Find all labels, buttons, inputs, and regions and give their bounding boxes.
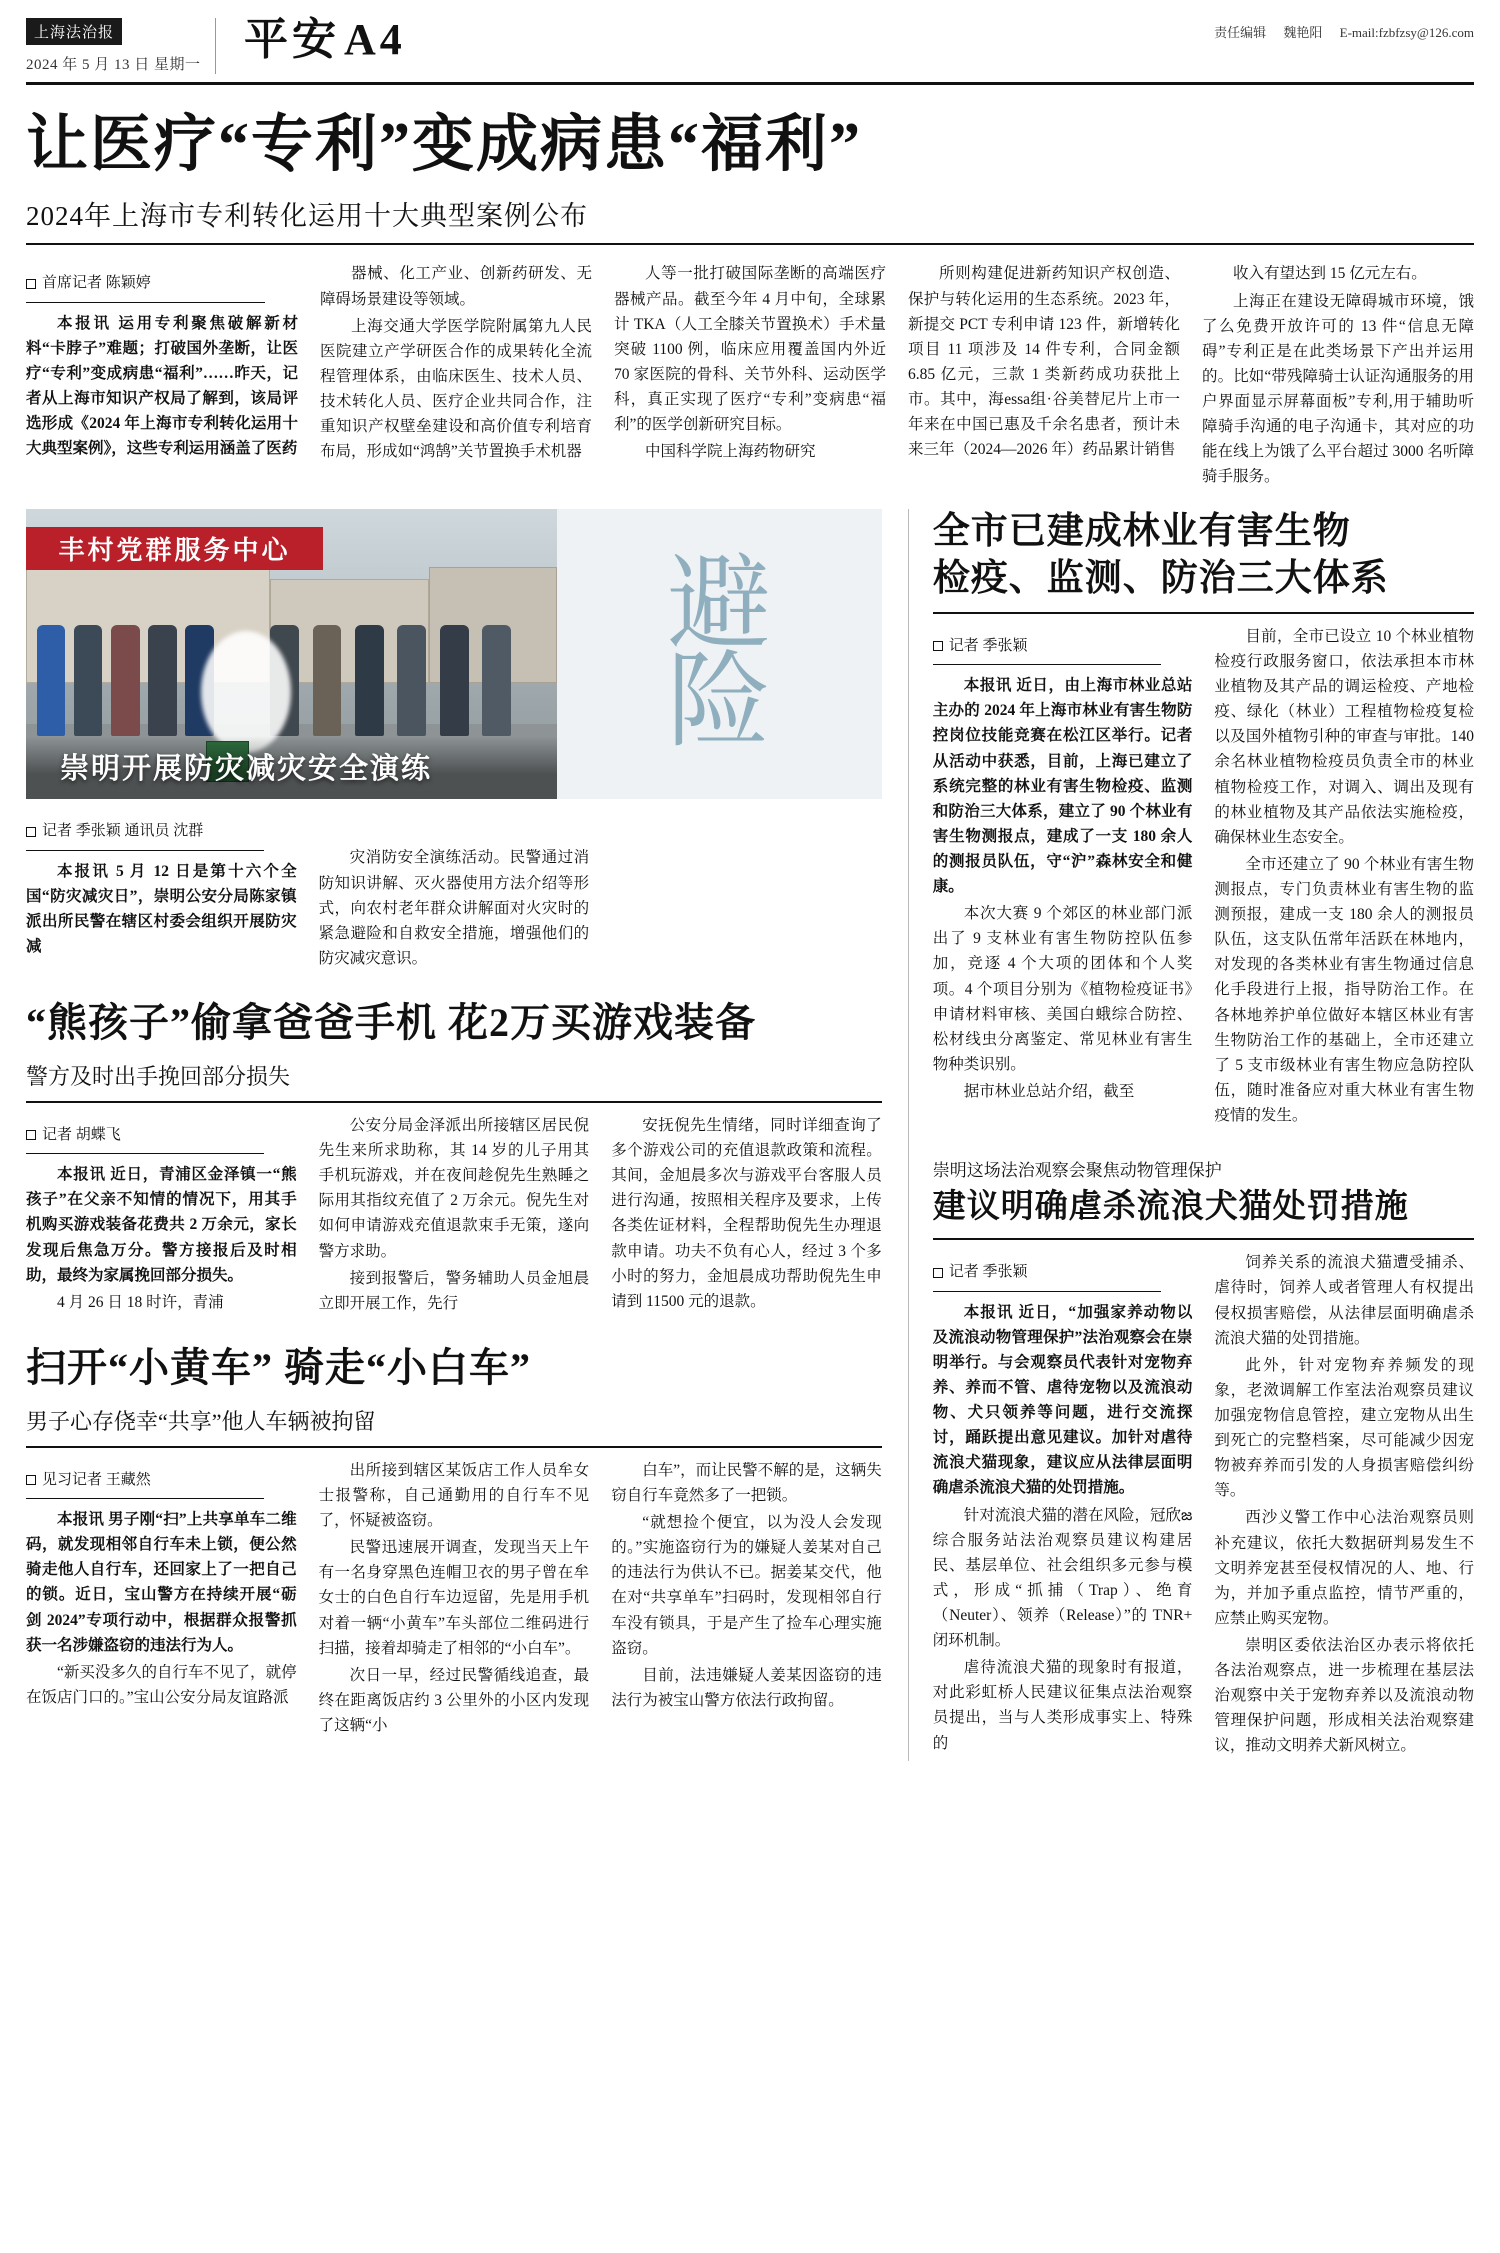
bike-col-1 — [26, 1458, 297, 1740]
paragraph: 虐待流浪犬猫的现象时有报道，对此彩虹桥人民建议征集点法治观察员提出，当与人类形成事实上、特殊的 — [932, 1659, 1193, 1752]
lead-subhead: 2024年上海市专利转化运用十大典型案例公布 — [26, 201, 588, 232]
divider — [26, 1446, 882, 1448]
article-bike-subhead: 男子心存侥幸“共享”他人车辆被拘留 — [26, 1408, 376, 1434]
lead-col-4 — [908, 261, 1180, 491]
lead-col-2 — [320, 261, 592, 491]
masthead-left — [26, 18, 216, 74]
byline — [933, 1260, 1161, 1291]
calligraphy-art — [557, 509, 882, 799]
paragraph: 目前，法违嫌疑人姜某因盗窃的违法行为被宝山警方依法行政拘留。 — [611, 1666, 882, 1709]
calligraphy-char-1: 避 — [667, 546, 772, 662]
paragraph: 崇明区委依法治区办表示将依托各法治观察点，进一步梳理在基层法治观察中关于宠物弃养以及流浪动物管理保护问题，形成相关法治观察建议，推动文明养犬新风树立。 — [1214, 1637, 1474, 1755]
stray-kicker: 崇明这场法治观察会聚焦动物管理保护 — [932, 1161, 1222, 1181]
newspaper-logo: 上海法治报 — [26, 18, 122, 45]
paragraph: 器械、化工产业、创新药研发、无障碍场景建设等领域。 — [320, 265, 592, 308]
paragraph: 收入有望达到 15 亿元左右。 — [1233, 265, 1427, 283]
stray-headline: 建议明确虐杀流浪犬猫处罚措施 — [932, 1189, 1409, 1226]
byline — [933, 634, 1161, 665]
lead-article-body — [26, 261, 1474, 491]
paragraph: 本次大赛 9 个郊区的林业部门派出了 9 支林业有害生物防控队伍参加，竞逐 4 个大项的团体和个人奖项。4 个项目分别为《植物检疫证书》申请材料审核、美国白蛾综合防控、松材线虫分离鉴定、常见林业有害生物种类识别。 — [932, 905, 1193, 1073]
article-kid-subhead: 警方及时出手挽回部分损失 — [26, 1063, 291, 1089]
byline — [26, 1468, 264, 1499]
article-bike — [26, 1336, 882, 1740]
kid-col-3 — [611, 1113, 882, 1318]
paragraph: 本报讯 近日，“加强家养动物以及流浪动物管理保护”法治观察会在崇明举行。与会观察员代表针对宠物弃养、养而不管、虐待宠物以及流浪动物、犬只领养等问题，进行交流探讨，踊跃提出意见建议。加针对虐待流浪犬猫现象，建议应从法律层面明确虐杀流浪犬猫的处罚措施。 — [932, 1303, 1193, 1497]
photo-person — [111, 625, 140, 735]
middle-region — [26, 509, 1474, 1760]
square-bullet-icon — [26, 1475, 36, 1485]
photo-smoke — [201, 631, 291, 753]
photo-person — [313, 625, 342, 735]
paragraph: “就想捡个便宜，以为没人会发现的。”实施盗窃行为的嫌疑人姜某对自己的违法行为供认不已。据姜某交代，他在对“共享单车”扫码时，发现相邻自行车没有锁具，于是产生了捡车心理实施盗窃。 — [611, 1514, 882, 1657]
issue-date: 2024 年 5 月 13 日 星期一 — [26, 57, 201, 73]
masthead-center — [216, 15, 1200, 64]
photo-people — [26, 625, 557, 735]
paragraph: 本报讯 男子刚“扫”上共享单车二维码，就发现相邻自行车未上锁，便公然骑走他人自行车，还回家上了一把自己的锁。近日，宝山警方在持续开展“砺剑 2024”专项行动中，根据群众报警抓获一名涉嫌盗窃的违法行为人。 — [26, 1511, 297, 1654]
square-bullet-icon — [933, 641, 943, 651]
byline-text: 记者 季张颖 — [948, 637, 1028, 654]
paragraph: 白车”，而让民警不解的是，这辆失窃自行车竟然多了一把锁。 — [611, 1461, 882, 1504]
paragraph: 4 月 26 日 18 时许，青浦 — [57, 1293, 224, 1311]
paragraph: 据市林业总站介绍，截至 — [963, 1082, 1135, 1100]
paragraph: 出所接到辖区某饭店工作人员牟女士报警称，自己通勤用的自行车不见了，怀疑被盗窃。 — [318, 1461, 590, 1530]
divider — [933, 1238, 1474, 1240]
drill-col-1 — [26, 809, 297, 973]
photo-person — [148, 625, 177, 735]
forestry-col-2 — [1214, 624, 1474, 1130]
article-forestry — [933, 509, 1474, 1130]
byline-text: 首席记者 陈颖婷 — [42, 275, 151, 292]
editor-label: 责任编辑 — [1214, 25, 1267, 40]
stray-col-1 — [933, 1250, 1193, 1760]
photo-person — [397, 625, 426, 735]
forestry-col-1 — [933, 624, 1193, 1130]
stray-col-2 — [1214, 1250, 1474, 1760]
paragraph: 安抚倪先生情绪，同时详细查询了多个游戏公司的充值退款政策和流程。其间，金旭晨多次与游戏平台客服人员进行沟通，按照相关程序及要求，上传各类佐证材料，全程帮助倪先生办理退款申请。功夫不负有心人，经过 3 个多小时的努力，金旭晨成功帮助倪先生申请到 11500 元的退款。 — [611, 1116, 882, 1310]
paragraph: 西沙义警工作中心法治观察员则补充建议，依托大数据研判易发生不文明养宠甚至侵权情况的人、地、行为，并加予重点监控，情节严重的，应禁止购买宠物。 — [1214, 1509, 1474, 1627]
byline — [26, 271, 265, 302]
byline — [26, 1123, 264, 1154]
photo-person — [74, 625, 103, 735]
lead-col-5 — [1202, 261, 1474, 491]
paragraph: “新买没多久的自行车不见了，就停在饭店门口的。”宝山公安分局友谊路派 — [26, 1663, 297, 1706]
divider — [933, 612, 1474, 614]
news-photo — [26, 509, 557, 799]
editor-name: 魏艳阳 — [1283, 25, 1323, 40]
paragraph: 全市还建立了 90 个林业有害生物测报点，专门负责林业有害生物的监测预报，建成一支 180 余人的测报员队伍，这支队伍常年活跃在林地内，对发现的各类林业有害生物通过信息化手段进行上报，指导防治工作。在各林地养护单位做好本辖区林业有害生物防治工作的基础上，全市还建立了 5 支市级林业有害生物应急防控队伍，随时准备应对重大林业有害生物疫情的发生。 — [1214, 855, 1474, 1124]
byline-text: 记者 季张颖 通讯员 沈群 — [42, 823, 204, 840]
photo-person — [37, 625, 66, 735]
left-region — [26, 509, 882, 1760]
photo-caption: 崇明开展防灾减灾安全演练 — [26, 736, 557, 799]
article-bike-headline: 扫开“小黄车” 骑走“小白车” — [26, 1344, 531, 1390]
paragraph: 民警迅速展开调查，发现当天上午有一名身穿黑色连帽卫衣的男子曾在牟女士的白色自行车边逗留，先是用手机对着一辆“小黄车”车头部位二维码进行扫描，接着却骑走了相邻的“小白车”。 — [318, 1539, 590, 1657]
paragraph: 所则构建促进新药知识产权创造、保护与转化运用的生态系统。2023 年，新提交 PCT 专利申请 123 件，新增转化项目 11 项涉及 14 件专利，合同金额 6.85 亿元，三款 1 类新药成功获批上市。其中，海essa组·谷美替尼片上市一年来在中国已惠及千余名患者，预计未来三年（2024—2026 年）药品累计销售 — [908, 265, 1180, 459]
drill-article — [26, 809, 882, 973]
photo-person — [355, 625, 384, 735]
byline-text: 见习记者 王藏然 — [42, 1471, 151, 1488]
right-region — [908, 509, 1474, 1760]
paragraph: 中国科学院上海药物研究 — [645, 443, 816, 461]
paragraph: 次日一早，经过民警循线追查，最终在距离饭店约 3 公里外的小区内发现了这辆“小 — [318, 1666, 590, 1734]
square-bullet-icon — [933, 1268, 943, 1278]
paragraph: 接到报警后，警务辅助人员金旭晨立即开展工作，先行 — [318, 1269, 590, 1312]
section-title: 平安 — [244, 15, 340, 64]
kid-col-1 — [26, 1113, 297, 1318]
article-stray — [933, 1156, 1474, 1760]
page-title: 让医疗“专利”变成病患“福利” — [26, 111, 863, 179]
article-kid — [26, 991, 882, 1318]
paragraph: 此外，针对宠物弃养频发的现象，老滧调解工作室法治观察员建议加强宠物信息管控，建立宠物从出生到死亡的完整档案，尽可能减少因宠物被弃养而引发的人身损害赔偿纠纷等。 — [1214, 1356, 1474, 1500]
forestry-headline-line2: 检疫、监测、防治三大体系 — [932, 557, 1389, 599]
page-number: A4 — [344, 15, 406, 64]
masthead-right — [1200, 18, 1474, 41]
lead-col-3 — [614, 261, 886, 491]
paragraph: 本报讯 近日，青浦区金泽镇一“熊孩子”在父亲不知情的情况下，用其手机购买游戏装备花费共 2 万余元，家长发现后焦急万分。警方接报后及时相助，最终为家属挽回部分损失。 — [26, 1166, 297, 1284]
calligraphy-char-2: 险 — [667, 645, 772, 761]
article-kid-headline: “熊孩子”偷拿爸爸手机 花2万买游戏装备 — [26, 999, 756, 1045]
bike-col-3 — [611, 1458, 882, 1740]
paragraph: 公安分局金泽派出所接辖区居民倪先生来所求助称，其 14 岁的儿子用其手机玩游戏，并在夜间趁倪先生熟睡之际用其指纹充值了 2 万余元。倪先生对如何申请游戏充值退款束手无策，遂向警方求助。 — [318, 1116, 590, 1260]
divider — [26, 1101, 882, 1103]
paragraph: 上海交通大学医学院附属第九人民医院建立产学研医合作的成果转化全流程管理体系，由临床医生、技术人员、技术转化人员、医疗企业共同合作，注重知识产权壁垒建设和高价值专利培育布局，形成如“鸿鹄”关节置换手术机器 — [320, 317, 592, 461]
byline-text: 记者 季张颖 — [948, 1264, 1028, 1281]
square-bullet-icon — [26, 827, 36, 837]
lead-headline-block — [26, 85, 1474, 245]
byline — [26, 819, 264, 850]
bike-col-2 — [319, 1458, 590, 1740]
photo-person — [482, 625, 511, 735]
paragraph: 本报讯 近日，由上海市林业总站主办的 2024 年上海市林业有害生物防控岗位技能竞赛在松江区举行。记者从活动中获悉，目前，上海已建立了系统完整的林业有害生物检疫、监测和防治三大体系，建立了 90 个林业有害生物测报点，建成了一支 180 余人的测报员队伍，守“沪”森林安全和健康。 — [932, 677, 1193, 896]
paragraph: 针对流浪犬猫的潜在风险，冠欣జ综合服务站法治观察员建议构建居民、基层单位、社会组织多元参与模式，形成“抓捕（Trap）、绝育（Neuter）、领养（Release）”的 TNR+ 闭环机制。 — [932, 1506, 1193, 1650]
drill-col-3 — [611, 809, 882, 973]
square-bullet-icon — [26, 1130, 36, 1140]
kid-col-2 — [319, 1113, 590, 1318]
paragraph: 人等一批打破国际垄断的高端医疗器械产品。截至今年 4 月中旬，全球累计 TKA（人工全膝关节置换术）手术量突破 1100 例，临床应用覆盖国内外近 70 家医院的骨科、关节外科、运动医学科，真正实现了医疗“专利”变病患“福利”的医学创新研究目标。 — [614, 265, 886, 434]
photo-banner-text: 丰村党群服务中心 — [26, 527, 323, 571]
forestry-headline-line1: 全市已建成林业有害生物 — [932, 511, 1351, 553]
paragraph: 本报讯 5 月 12 日是第十六个全国“防灾减灾日”，崇明公安分局陈家镇派出所民警在辖区村委会组织开展防灾减 — [26, 862, 297, 956]
paragraph: 饲养关系的流浪犬猫遭受捕杀、虐待时，饲养人或者管理人有权提出侵权损害赔偿，从法律层面明确虐杀流浪犬猫的处罚措施。 — [1214, 1254, 1474, 1347]
editor-email: E-mail:fzbfzsy@126.com — [1339, 25, 1474, 40]
photo-person — [440, 625, 469, 735]
square-bullet-icon — [26, 279, 36, 289]
masthead — [26, 15, 1474, 85]
paragraph: 本报讯 运用专利聚焦破解新材料“卡脖子”难题；打破国外垄断，让医疗“专利”变成病患“福利”……昨天，记者从上海市知识产权局了解到，该局评选形成《2024 年上海市专利转化运用十大典型案例》，这些专利运用涵盖了医药 — [26, 314, 298, 458]
lead-col-1 — [26, 261, 298, 491]
paragraph: 上海正在建设无障碍城市环境，饿了么免费开放许可的 13 件“信息无障碍”专利正是在此类场景下产出并运用的。比如“带残障骑士认证沟通服务的用户界面显示屏幕面板”专利,用于辅助听障骑手沟通的电子沟通卡，其对应的功能在线上为饿了么平台超过 3000 名听障骑手服务。 — [1202, 292, 1474, 486]
byline-text: 记者 胡蝶飞 — [42, 1126, 121, 1143]
drill-col-2 — [319, 809, 590, 973]
paragraph: 灾消防安全演练活动。民警通过消防知识讲解、灭火器使用方法介绍等形式，向农村老年群众讲解面对火灾时的紧急避险和自救安全措施，增强他们的防灾减灾意识。 — [318, 849, 590, 967]
paragraph: 目前，全市已设立 10 个林业植物检疫行政服务窗口，依法承担本市林业植物及其产品的调运检疫、产地检疫、绿化（林业）工程植物检疫复检以及国外植物引种的审查与审批。140 余名林业植物检疫员负责全市的林业植物检疫工作，对调入、调出及现有的林业植物及其产品依法实施检疫，确保林业生态安全。 — [1214, 627, 1474, 846]
